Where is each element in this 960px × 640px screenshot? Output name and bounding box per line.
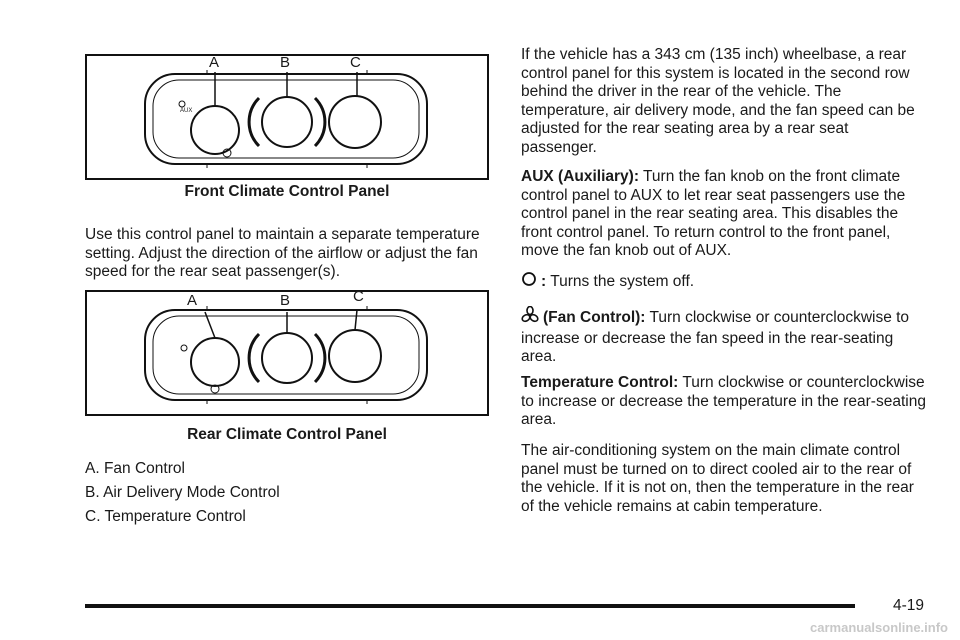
wheelbase-paragraph: If the vehicle has a 343 cm (135 inch) wheelbase, a rear control panel for this system is located in the second row behind the driver in the rear of the vehicle. The temperature, air delivery mode, and the fan speed can be adjusted for the rear seating area by a rear seat passenger. — [521, 46, 915, 156]
control-legend — [85, 460, 280, 532]
rear-pointer-line-c — [355, 310, 357, 330]
footer-rule — [85, 604, 855, 608]
legend-item-b: B. Air Delivery Mode Control — [85, 484, 280, 501]
front-aux-marking: AUX — [180, 108, 193, 114]
page-number: 4-19 — [893, 597, 925, 614]
legend-item-a: A. Fan Control — [85, 460, 185, 477]
rear-label-a: A — [187, 292, 198, 309]
legend-item-c: C. Temperature Control — [85, 508, 246, 525]
aux-heading: AUX (Auxiliary): — [521, 168, 639, 185]
fan-heading: (Fan Control): — [543, 308, 646, 326]
temperature-body: Turn clockwise or counterclockwise to increase or decrease the temperature in the rear-seating area. — [521, 374, 926, 428]
rear-panel-intro: Use this control panel to maintain a separate temperature setting. Adjust the direction of the airflow or adjust the fan speed for the rear seat passenger(s). — [85, 226, 480, 280]
front-panel-illustration — [87, 56, 487, 178]
front-panel-caption: Front Climate Control Panel — [184, 183, 390, 200]
off-body: Turns the system off. — [550, 272, 695, 290]
temperature-paragraph — [521, 374, 926, 430]
front-label-b: B — [280, 54, 291, 71]
front-label-a: A — [209, 54, 220, 71]
rear-label-b: B — [280, 292, 291, 309]
rear-climate-panel-figure — [85, 290, 489, 416]
temperature-heading: Temperature Control: — [521, 374, 679, 391]
air-conditioning-paragraph: The air-conditioning system on the main climate control panel must be turned on to direct cooled air to the rear of the vehicle. If it is not on, then the temperature in the rear of the vehicle remains at cabin temperature. — [521, 442, 914, 515]
aux-paragraph — [521, 168, 926, 261]
fan-paragraph — [521, 306, 926, 367]
off-colon: : — [541, 272, 547, 290]
front-label-c: C — [350, 54, 361, 71]
fan-icon — [521, 306, 539, 330]
fan-body: Turn clockwise or counterclockwise to increase or decrease the fan speed in the rear-seating area. — [521, 308, 910, 365]
off-paragraph — [521, 271, 926, 293]
rear-label-c: C — [353, 288, 364, 305]
aux-body: Turn the fan knob on the front climate control panel to AUX to let rear seat passengers use the control panel in the rear seating area. This disables the front control panel. To return control to the front panel, move the fan knob out of AUX. — [521, 168, 906, 259]
watermark: carmanualsonline.info — [810, 620, 948, 635]
rear-panel-caption: Rear Climate Control Panel — [187, 426, 387, 443]
rear-panel-illustration — [87, 292, 487, 414]
front-climate-panel-figure — [85, 54, 489, 180]
power-off-circle-icon — [521, 271, 537, 293]
